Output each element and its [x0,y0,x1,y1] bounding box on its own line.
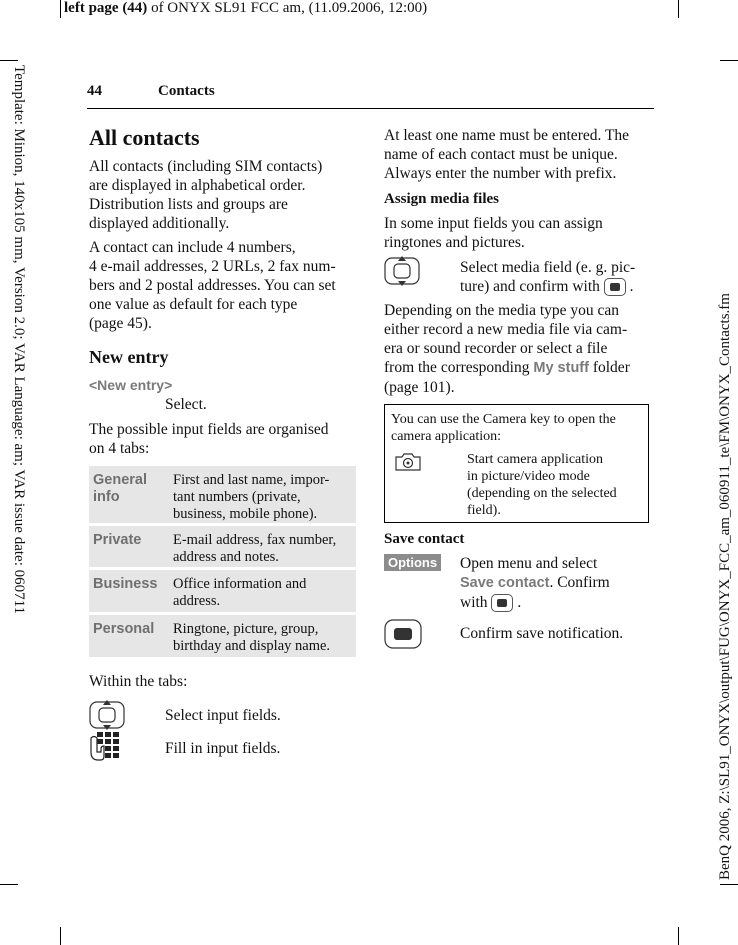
tabs-table [89,466,356,660]
crop-mark [60,0,61,18]
crop-mark [720,60,738,61]
intro-paragraph: All contacts (including SIM contacts) are displayed in alphabetical order. Distribution lists and groups are displayed additionally. [89,158,323,232]
fill-fields-text: Fill in input fields. [165,740,281,757]
page-number: 44 [87,83,102,99]
tab-label: General info [93,472,147,505]
navigation-key-icon [89,699,125,731]
crop-mark [60,927,61,945]
crop-mark [720,884,738,885]
my-stuff-ui-label: My stuff [533,360,589,376]
tab-description: E-mail address, fax number, address and notes. [173,532,337,565]
new-entry-ui-label: <New entry> [89,377,173,393]
page-title: All contacts [89,125,200,150]
save-contact-ui-label: Save contact [460,575,550,591]
contact-fields-paragraph: A contact can include 4 numbers, 4 e-mail addresses, 2 URLs, 2 fax num- bers and 2 postal addresses. You can set one value as default for each type (page 45). [89,239,336,332]
confirm-save-text: Confirm save notification. [460,625,624,642]
center-key-icon [491,594,513,612]
save-step: Open menu and select Save contact. Confirm with . [460,555,610,611]
within-tabs-text: Within the tabs: [89,673,188,690]
save-contact-heading: Save contact [384,531,465,547]
tab-label: Personal [93,621,155,637]
center-key-icon [604,278,626,296]
keypad-icon [88,730,122,764]
camera-note-box [384,404,649,523]
tab-label: Business [93,576,158,592]
navigation-key-icon [384,255,420,287]
name-rules-paragraph: At least one name must be entered. The name of each contact must be unique. Always enter the number with prefix. [384,127,630,182]
crop-mark [0,60,18,61]
select-fields-text: Select input fields. [165,707,281,724]
assign-media-paragraph: In some input fields you can assign ringtones and pictures. [384,215,603,251]
assign-media-heading: Assign media files [384,191,500,207]
tab-label: Private [93,532,142,548]
crop-mark [0,884,18,885]
tab-description: Ringtone, picture, group, birthday and display name. [173,621,331,654]
media-type-paragraph: Depending on the media type you can either record a new media file via cam- era or sound recorder or select a file from the corresponding My stuff folder (page 101). [384,302,630,396]
camera-icon [394,452,422,472]
tab-description: Office information and address. [173,576,307,609]
section-title: Contacts [158,83,215,99]
crop-mark [678,927,679,945]
tab-description: First and last name, impor-tant numbers (private, business, mobile phone). [173,472,330,522]
crop-mark [678,0,679,18]
tab-row-general [89,466,356,523]
template-info: Template: Minion, 140x105 mm, Version 2.0; VAR Language: am; VAR issue date: 060711 [11,65,27,615]
note-step: Start camera application in picture/video mode (depending on the selected field). [467,452,617,518]
tab-row-private [89,526,356,567]
note-intro: You can use the Camera key to open the camera application: [391,412,616,444]
media-step: Select media field (e. g. pic- ture) and confirm with . [460,259,636,295]
new-entry-heading: New entry [89,347,169,367]
tab-row-personal [89,615,356,657]
tab-row-business [89,570,356,612]
print-label: left page (44) of ONYX SL91 FCC am, (11.09.2006, 12:00) [64,0,428,16]
options-softkey: Options [384,554,441,572]
header-rule [87,108,654,109]
file-path-info: BenQ 2006, Z:\SL91_ONYX\output\FUG\ONYX_FCC_am_060911_te\FM\ONYX_Contacts.fm [717,293,733,880]
tabs-intro: The possible input fields are organised on 4 tabs: [89,421,329,457]
new-entry-select: Select. [165,396,207,413]
center-key-icon [384,619,422,649]
